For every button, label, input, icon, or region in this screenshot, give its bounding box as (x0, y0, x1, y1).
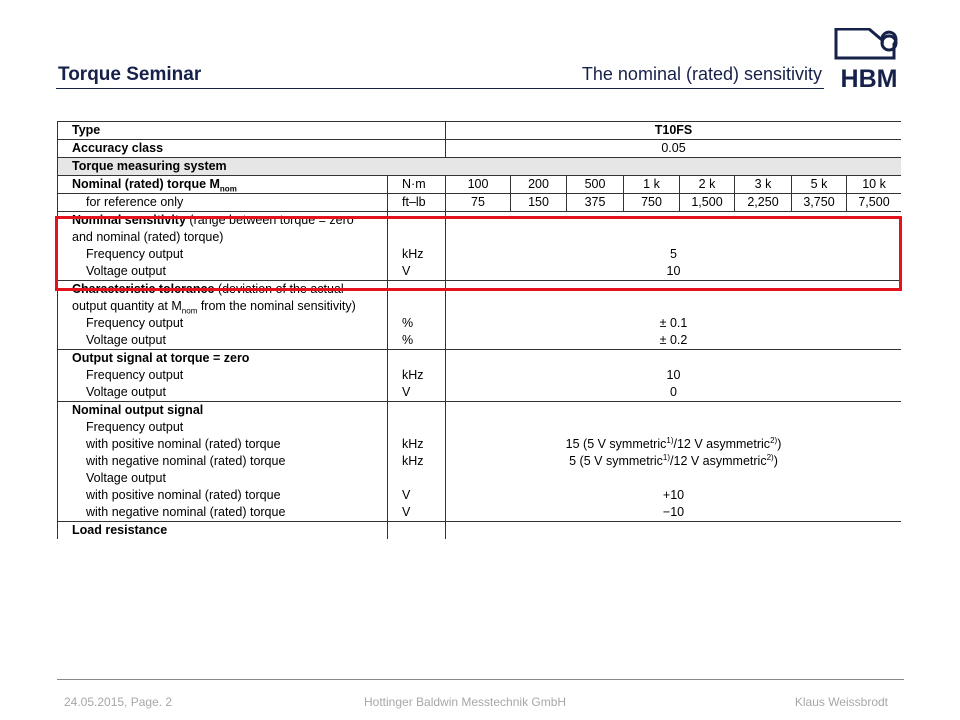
tolerance-voltage-value: ± 0.2 (446, 332, 902, 350)
reference-unit: ft–lb (388, 194, 446, 212)
table-row-nominal-output-frequency (58, 419, 902, 436)
nominal-voltage-positive-unit: V (388, 487, 446, 504)
slide-subtitle: The nominal (rated) sensitivity (581, 64, 822, 84)
reference-value: 375 (567, 194, 624, 212)
nominal-output-label: Nominal output signal (58, 402, 388, 420)
load-resistance-label: Load resistance (58, 522, 388, 540)
torque-label: Nominal (rated) torque $M_{nom}$ (58, 176, 388, 194)
table-row-tolerance-header-cont (58, 298, 902, 315)
sensitivity-voltage-label: Voltage output (58, 263, 388, 281)
table-row-nominal-output-voltage (58, 470, 902, 487)
torque-value: 1 k (624, 176, 680, 194)
tolerance-voltage-label: Voltage output (58, 332, 388, 350)
zero-frequency-unit: kHz (388, 367, 446, 384)
torque-unit: N·m (388, 176, 446, 194)
reference-value: 3,750 (792, 194, 847, 212)
torque-value: 200 (511, 176, 567, 194)
reference-value: 75 (446, 194, 511, 212)
page-title: Torque Seminar (58, 64, 202, 85)
table-row-nominal-voltage-negative (58, 504, 902, 522)
sensitivity-highlight-box (55, 216, 902, 291)
nominal-voltage-negative-unit: V (388, 504, 446, 522)
table-row-reference (58, 194, 902, 212)
footer-author: Klaus Weissbrodt (794, 695, 888, 709)
reference-label: for reference only (58, 194, 388, 212)
reference-value: 1,500 (680, 194, 735, 212)
table-row-nominal-voltage-positive (58, 487, 902, 504)
nominal-voltage-label: Voltage output (58, 470, 388, 487)
table-row-zero-header (58, 350, 902, 368)
torque-value: 2 k (680, 176, 735, 194)
table-row-tolerance-voltage (58, 332, 902, 350)
table-row-accuracy (58, 140, 902, 158)
table-row-system (58, 158, 902, 176)
sensitivity-voltage-unit: V (388, 263, 446, 281)
table-row-nominal-output-header (58, 402, 902, 420)
reference-value: 150 (511, 194, 567, 212)
header-divider (56, 88, 824, 89)
torque-value: 500 (567, 176, 624, 194)
sensitivity-label: Nominal sensitivity (range between torque = zero (58, 212, 388, 230)
specification-table (57, 121, 901, 561)
sensitivity-frequency-unit: kHz (388, 246, 446, 263)
hbm-logo (834, 28, 904, 90)
accuracy-label: Accuracy class (58, 140, 446, 158)
torque-value: 5 k (792, 176, 847, 194)
nominal-frequency-label: Frequency output (58, 419, 388, 436)
table-row-nominal-frequency-positive (58, 436, 902, 453)
nominal-frequency-positive-label: with positive nominal (rated) torque (58, 436, 388, 453)
nominal-voltage-negative-label: with negative nominal (rated) torque (58, 504, 388, 522)
nominal-frequency-negative-label: with negative nominal (rated) torque (58, 453, 388, 470)
sensitivity-label-line2: and nominal (rated) torque) (58, 229, 388, 246)
nominal-voltage-positive-label: with positive nominal (rated) torque (58, 487, 388, 504)
reference-value: 7,500 (847, 194, 902, 212)
nominal-frequency-positive-unit: kHz (388, 436, 446, 453)
sensitivity-voltage-value: 10 (446, 263, 902, 281)
torque-value: 3 k (735, 176, 792, 194)
table-row-nominal-frequency-negative (58, 453, 902, 470)
sensitivity-frequency-value: 5 (446, 246, 902, 263)
table-row-zero-voltage (58, 384, 902, 402)
logo-text: HBM (840, 65, 898, 90)
footer-divider (57, 679, 904, 680)
reference-value: 750 (624, 194, 680, 212)
nominal-voltage-negative-value: −10 (446, 504, 902, 522)
tolerance-label: Characteristic tolerance (deviation of the actual (58, 281, 388, 299)
nominal-frequency-negative-unit: kHz (388, 453, 446, 470)
tolerance-frequency-value: ± 0.1 (446, 315, 902, 332)
zero-voltage-unit: V (388, 384, 446, 402)
tolerance-voltage-unit: % (388, 332, 446, 350)
table-row-tolerance-frequency (58, 315, 902, 332)
nominal-frequency-positive-value: 15 (5 V symmetric$^{1)}$/12 V asymmetric$^{2)}$) (446, 436, 902, 453)
sensitivity-frequency-label: Frequency output (58, 246, 388, 263)
table-row-torque (58, 176, 902, 194)
footer-company: Hottinger Baldwin Messtechnik GmbH (364, 695, 567, 709)
tolerance-label-line2: output quantity at $M_{nom}$ from the nominal sensitivity) (58, 298, 388, 315)
table-row-load (58, 522, 902, 540)
footer-date-page: 24.05.2015, Page. 2 (64, 695, 173, 709)
table-row-zero-frequency (58, 367, 902, 384)
torque-value: 10 k (847, 176, 902, 194)
zero-voltage-label: Voltage output (58, 384, 388, 402)
accuracy-value: 0.05 (446, 140, 902, 158)
table-row-type (58, 122, 902, 140)
zero-label: Output signal at torque = zero (58, 350, 388, 368)
nominal-frequency-negative-value: 5 (5 V symmetric$^{1)}$/12 V asymmetric$^{2)}$) (446, 453, 902, 470)
type-label: Type (58, 122, 446, 140)
zero-frequency-value: 10 (446, 367, 902, 384)
type-value: T10FS (446, 122, 902, 140)
system-label: Torque measuring system (58, 158, 902, 176)
zero-voltage-value: 0 (446, 384, 902, 402)
tolerance-frequency-unit: % (388, 315, 446, 332)
tolerance-frequency-label: Frequency output (58, 315, 388, 332)
zero-frequency-label: Frequency output (58, 367, 388, 384)
nominal-voltage-positive-value: +10 (446, 487, 902, 504)
reference-value: 2,250 (735, 194, 792, 212)
torque-value: 100 (446, 176, 511, 194)
